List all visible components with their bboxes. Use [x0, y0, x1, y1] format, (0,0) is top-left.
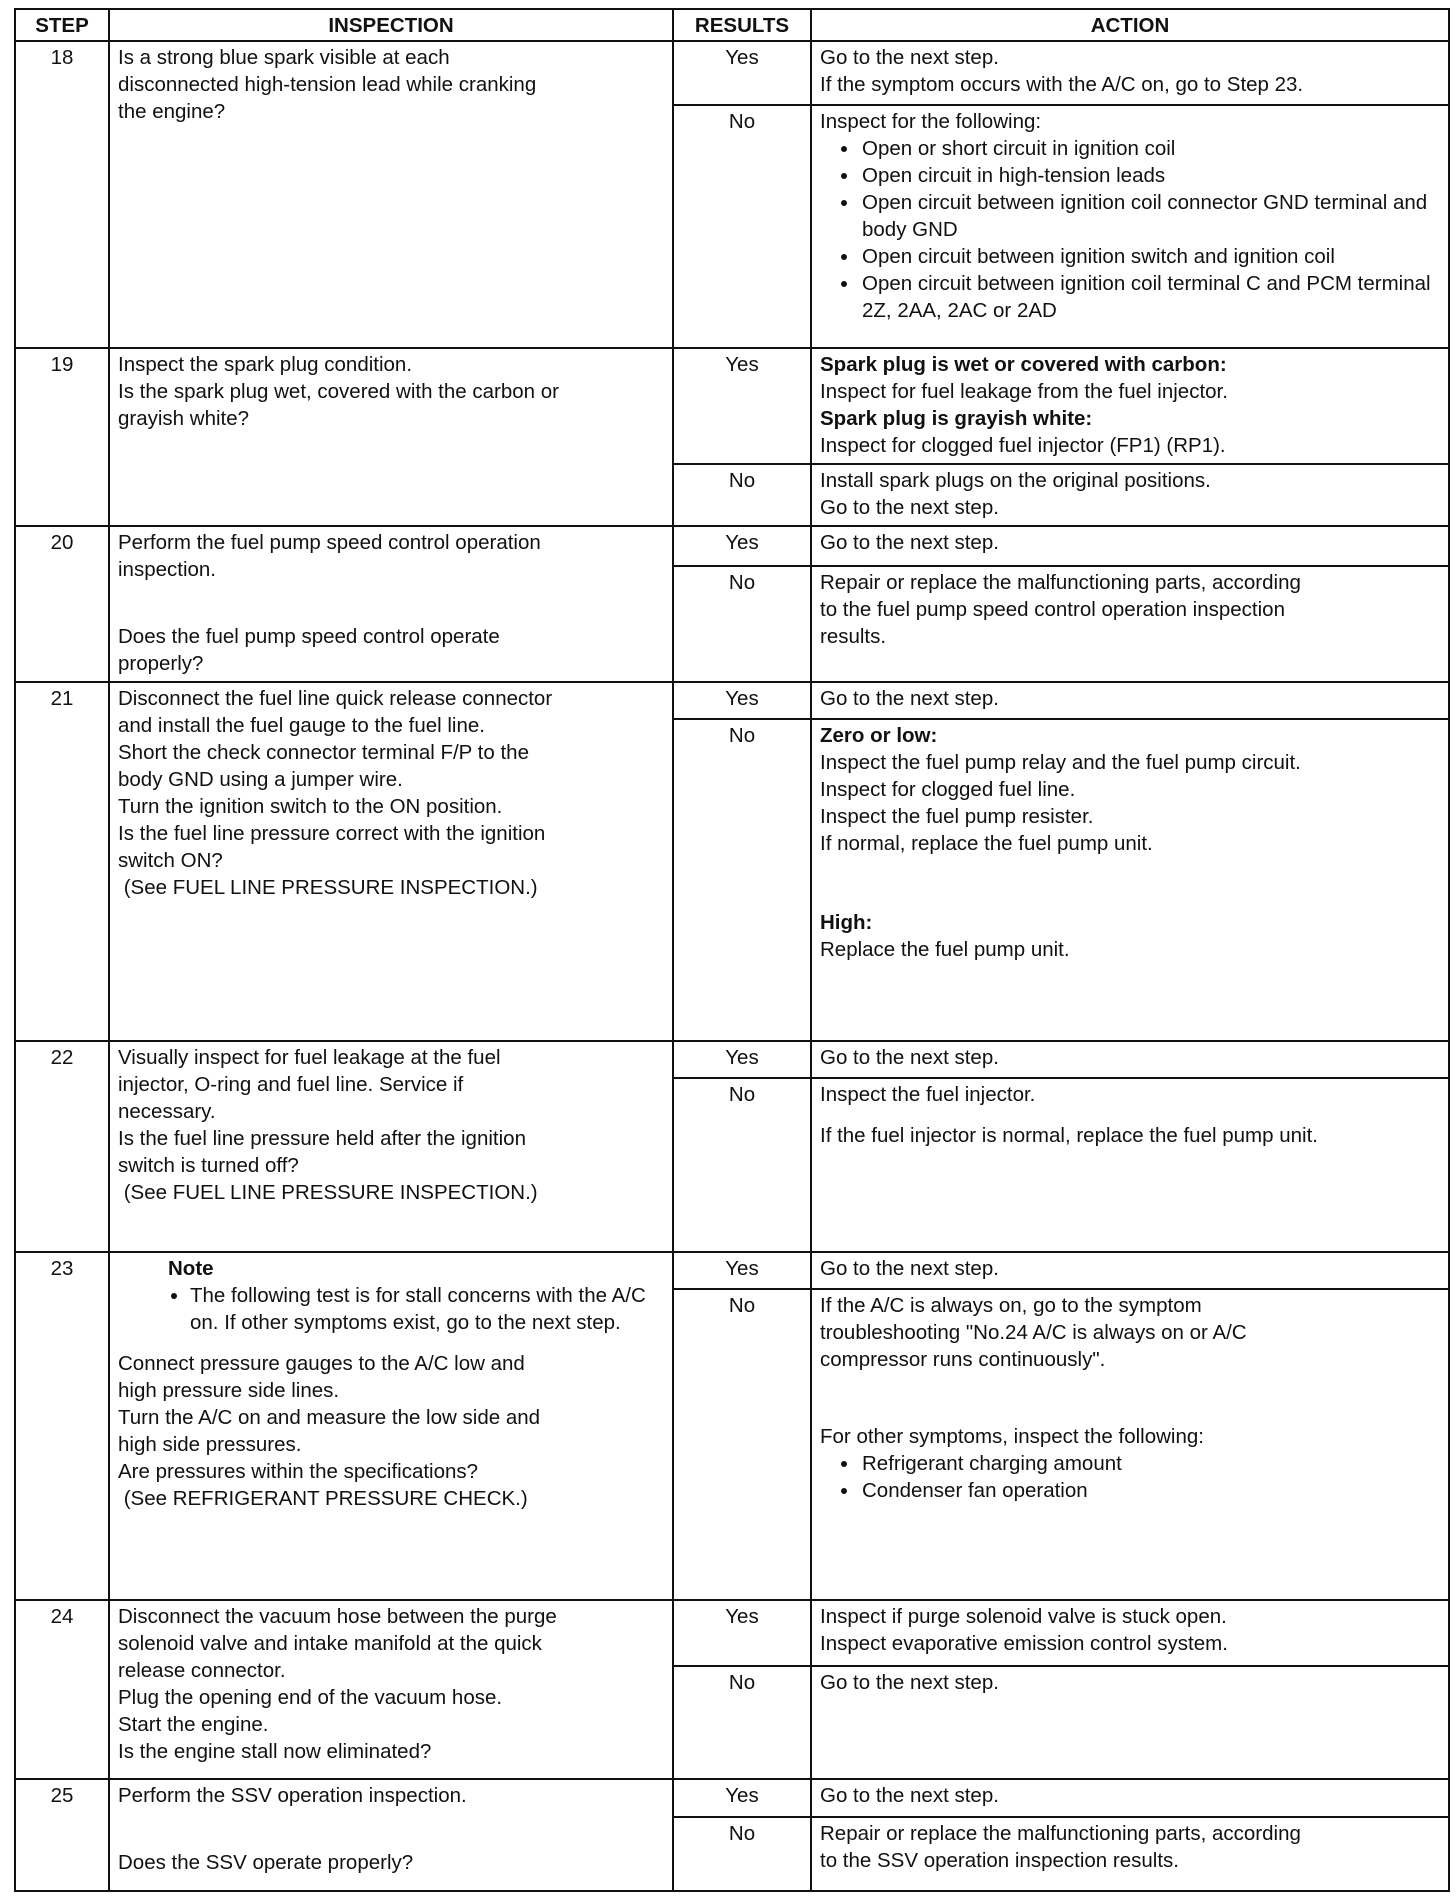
action-line: Inspect the fuel pump resister.	[820, 805, 1094, 829]
inspection-line: Connect pressure gauges to the A/C low and	[118, 1351, 525, 1375]
inspection-text	[109, 1252, 673, 1601]
action-yes	[811, 682, 1449, 719]
list-item: • Condenser fan operation	[860, 1477, 1440, 1504]
action-heading: Spark plug is wet or covered with carbon:	[820, 353, 1227, 377]
inspection-line: Start the engine.	[118, 1713, 269, 1737]
action-line: Inspect if purge solenoid valve is stuck open.	[820, 1605, 1227, 1629]
note-heading: Note	[168, 1256, 214, 1280]
result-no: No	[673, 464, 811, 526]
action-line: Replace the fuel pump unit.	[820, 938, 1070, 962]
step-number: 24	[15, 1600, 109, 1779]
inspection-line: high pressure side lines.	[118, 1378, 340, 1402]
inspection-line: Visually inspect for fuel leakage at the fuel	[118, 1046, 501, 1070]
inspection-line: Short the check connector terminal F/P to the	[118, 741, 529, 765]
header-row	[15, 9, 1449, 41]
step-number: 19	[15, 348, 109, 525]
action-line: troubleshooting "No.24 A/C is always on or A/C	[820, 1320, 1247, 1344]
inspection-text	[109, 1041, 673, 1251]
step-number: 18	[15, 41, 109, 348]
action-yes	[811, 41, 1449, 105]
step-19-yes-row	[15, 348, 1449, 463]
header-results: RESULTS	[673, 9, 811, 41]
result-yes: Yes	[673, 526, 811, 566]
inspection-line: Is the fuel line pressure held after the ignition	[118, 1127, 526, 1151]
step-number: 22	[15, 1041, 109, 1251]
action-line: Go to the next step.	[820, 1784, 999, 1808]
action-no	[811, 1078, 1449, 1251]
result-yes: Yes	[673, 1041, 811, 1078]
inspection-line: (See FUEL LINE PRESSURE INSPECTION.)	[118, 1181, 538, 1205]
inspection-text	[109, 41, 673, 348]
action-yes	[811, 1600, 1449, 1666]
header-inspection: INSPECTION	[109, 9, 673, 41]
result-yes: Yes	[673, 682, 811, 719]
list-item: • Refrigerant charging amount	[860, 1450, 1440, 1477]
inspection-line: Perform the SSV operation inspection.	[118, 1784, 467, 1808]
inspection-text	[109, 1779, 673, 1891]
action-line: If the A/C is always on, go to the symptom	[820, 1293, 1202, 1317]
step-21-yes-row	[15, 682, 1449, 719]
inspection-line: grayish white?	[118, 407, 250, 431]
action-line: Repair or replace the malfunctioning parts, according	[820, 570, 1301, 594]
inspection-line: Are pressures within the specifications?	[118, 1459, 479, 1483]
list-item: • Open circuit between ignition switch and ignition coil	[860, 243, 1440, 270]
action-yes	[811, 1041, 1449, 1078]
action-line: compressor runs continuously".	[820, 1347, 1106, 1371]
action-line: Inspect for fuel leakage from the fuel injector.	[820, 380, 1228, 404]
inspection-line: Is a strong blue spark visible at each	[118, 46, 450, 69]
action-line: Inspect for clogged fuel injector (FP1) (RP1).	[820, 434, 1226, 458]
inspection-checklist	[820, 1450, 1440, 1504]
action-yes	[811, 348, 1449, 463]
action-line: to the SSV operation inspection results.	[820, 1848, 1179, 1872]
action-line: Inspect for clogged fuel line.	[820, 778, 1076, 802]
result-no: No	[673, 105, 811, 348]
inspection-line: and install the fuel gauge to the fuel line.	[118, 714, 485, 738]
inspection-line: Plug the opening end of the vacuum hose.	[118, 1686, 503, 1710]
inspection-line: solenoid valve and intake manifold at the quick	[118, 1632, 542, 1656]
result-no: No	[673, 1666, 811, 1779]
inspection-line: Turn the ignition switch to the ON position.	[118, 795, 503, 819]
step-22-yes-row	[15, 1041, 1449, 1078]
action-line: Inspect evaporative emission control system.	[820, 1632, 1228, 1656]
action-no	[811, 1289, 1449, 1600]
action-no	[811, 1666, 1449, 1779]
step-number: 21	[15, 682, 109, 1041]
action-no	[811, 464, 1449, 526]
inspection-line: disconnected high-tension lead while cranking	[118, 73, 537, 96]
inspection-line: Disconnect the vacuum hose between the purge	[118, 1605, 557, 1629]
list-item: • Open circuit in high-tension leads	[860, 162, 1440, 189]
result-no: No	[673, 566, 811, 682]
list-item: • Open or short circuit in ignition coil	[860, 135, 1440, 162]
inspection-line: (See FUEL LINE PRESSURE INSPECTION.)	[118, 876, 538, 900]
inspection-line: Is the fuel line pressure correct with the ignition	[118, 822, 546, 846]
step-number: 23	[15, 1252, 109, 1601]
action-yes	[811, 526, 1449, 566]
header-action: ACTION	[811, 9, 1449, 41]
inspection-line: the engine?	[118, 100, 226, 123]
action-heading: High:	[820, 911, 873, 935]
inspection-line: high side pressures.	[118, 1432, 302, 1456]
action-yes	[811, 1779, 1449, 1816]
action-line: Go to the next step.	[820, 495, 999, 519]
action-line: Go to the next step.	[820, 1671, 999, 1695]
action-line: Inspect for the following:	[820, 109, 1042, 133]
result-no: No	[673, 719, 811, 1041]
action-line: Inspect the fuel injector.	[820, 1083, 1036, 1107]
step-18-yes-row	[15, 41, 1449, 105]
action-line: If the symptom occurs with the A/C on, go to Step 23.	[820, 73, 1304, 96]
action-line: Go to the next step.	[820, 530, 999, 554]
inspection-line: Is the spark plug wet, covered with the carbon or	[118, 380, 559, 404]
action-line: Go to the next step.	[820, 687, 999, 711]
action-line: If the fuel injector is normal, replace the fuel pump unit.	[820, 1124, 1318, 1148]
action-no	[811, 566, 1449, 682]
result-no: No	[673, 1289, 811, 1600]
step-20-yes-row	[15, 526, 1449, 566]
action-line: results.	[820, 624, 887, 648]
inspection-text	[109, 348, 673, 525]
header-step: STEP	[15, 9, 109, 41]
troubleshooting-table	[14, 8, 1450, 1892]
result-yes: Yes	[673, 1252, 811, 1289]
step-number: 25	[15, 1779, 109, 1891]
list-item: • Open circuit between ignition coil connector GND terminal and body GND	[860, 189, 1440, 243]
inspection-line: release connector.	[118, 1659, 286, 1683]
inspection-line: Disconnect the fuel line quick release connector	[118, 687, 553, 711]
result-yes: Yes	[673, 1779, 811, 1816]
inspection-line: body GND using a jumper wire.	[118, 768, 403, 792]
result-yes: Yes	[673, 348, 811, 463]
inspection-line: Perform the fuel pump speed control operation	[118, 530, 541, 554]
inspection-line: injector, O-ring and fuel line. Service if	[118, 1073, 464, 1097]
action-line: Go to the next step.	[820, 46, 999, 69]
action-no	[811, 719, 1449, 1041]
inspection-line: properly?	[118, 651, 204, 675]
action-line: Inspect the fuel pump relay and the fuel pump circuit.	[820, 751, 1301, 775]
action-line: If normal, replace the fuel pump unit.	[820, 832, 1153, 856]
inspection-checklist	[820, 135, 1440, 324]
inspection-text	[109, 526, 673, 683]
action-line: Repair or replace the malfunctioning parts, according	[820, 1821, 1301, 1845]
list-item: • Open circuit between ignition coil terminal C and PCM terminal 2Z, 2AA, 2AC or 2AD	[860, 270, 1440, 324]
inspection-line: necessary.	[118, 1100, 216, 1124]
list-item: • The following test is for stall concerns with the A/C on. If other symptoms exist, go to the next step.	[190, 1282, 664, 1336]
inspection-line: (See REFRIGERANT PRESSURE CHECK.)	[118, 1486, 528, 1510]
inspection-line: Turn the A/C on and measure the low side and	[118, 1405, 541, 1429]
inspection-line: Is the engine stall now eliminated?	[118, 1740, 432, 1764]
result-yes: Yes	[673, 41, 811, 105]
inspection-line: inspection.	[118, 557, 217, 581]
action-line: For other symptoms, inspect the following:	[820, 1424, 1204, 1448]
inspection-line: Inspect the spark plug condition.	[118, 353, 413, 377]
note-list	[118, 1282, 664, 1336]
action-heading: Spark plug is grayish white:	[820, 407, 1093, 431]
inspection-line: switch is turned off?	[118, 1154, 299, 1178]
step-23-yes-row	[15, 1252, 1449, 1289]
action-no	[811, 105, 1449, 348]
action-no	[811, 1817, 1449, 1891]
result-no: No	[673, 1817, 811, 1891]
inspection-text	[109, 1600, 673, 1779]
action-line: Go to the next step.	[820, 1046, 999, 1070]
step-24-yes-row	[15, 1600, 1449, 1666]
action-heading: Zero or low:	[820, 724, 938, 748]
action-line: Go to the next step.	[820, 1256, 999, 1280]
action-line: Install spark plugs on the original positions.	[820, 468, 1211, 492]
inspection-line: Does the SSV operate properly?	[118, 1851, 414, 1875]
step-number: 20	[15, 526, 109, 683]
action-yes	[811, 1252, 1449, 1289]
result-no: No	[673, 1078, 811, 1251]
inspection-line: Does the fuel pump speed control operate	[118, 624, 500, 648]
step-25-yes-row	[15, 1779, 1449, 1816]
action-line: to the fuel pump speed control operation inspection	[820, 597, 1285, 621]
inspection-line: switch ON?	[118, 849, 223, 873]
result-yes: Yes	[673, 1600, 811, 1666]
inspection-text	[109, 682, 673, 1041]
